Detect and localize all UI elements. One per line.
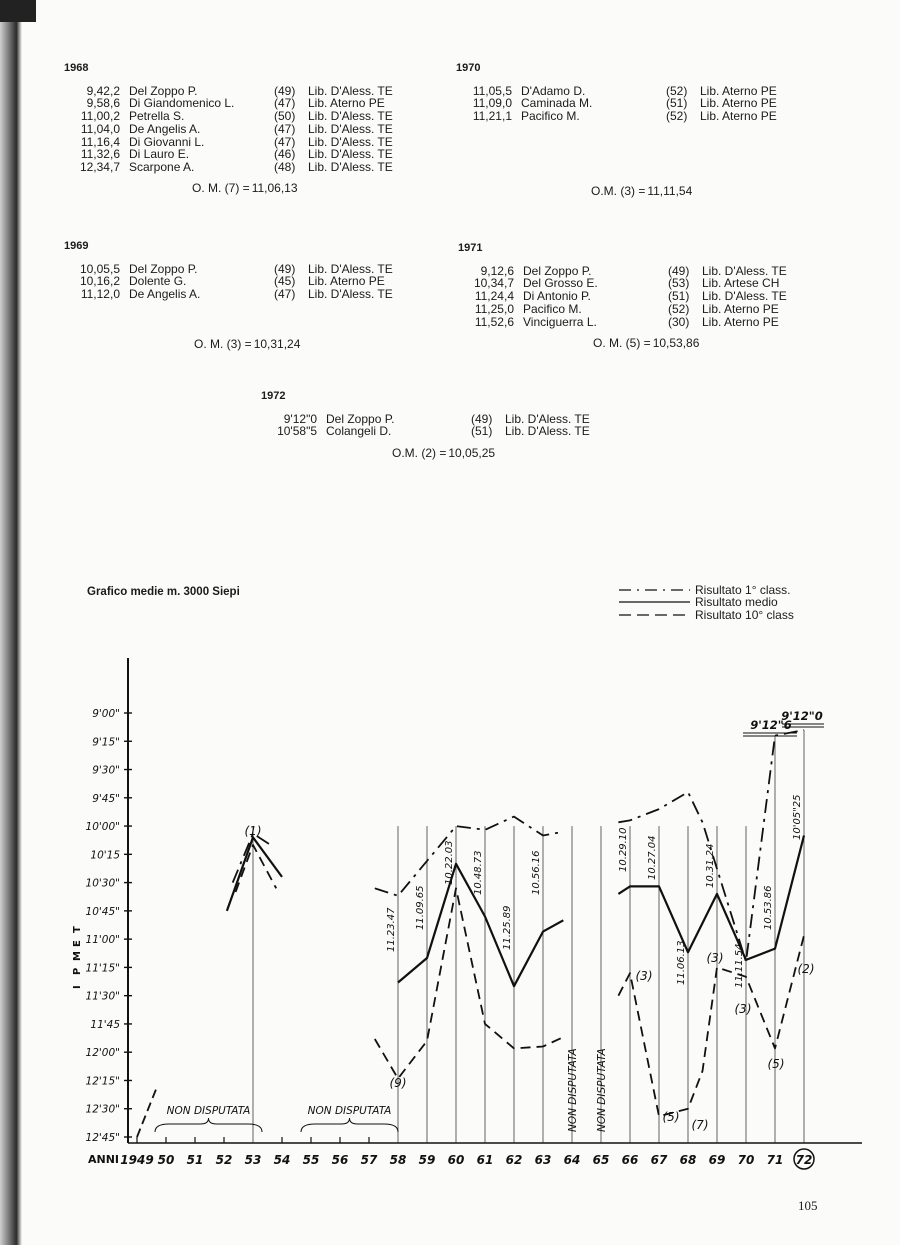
results-block — [456, 62, 777, 123]
y-tick-label: 9'30" — [92, 764, 120, 777]
athlete-name: Caminada M. — [521, 96, 593, 111]
mean-value-label: 10.53.86 — [763, 885, 774, 930]
y-tick-label: 12'15" — [85, 1075, 120, 1088]
birth-year: (52) — [666, 109, 688, 124]
page-binding-corner — [0, 0, 36, 22]
y-axis-title-letter: T — [72, 926, 83, 933]
club-name: Lib. D'Aless. TE — [308, 134, 393, 149]
result-time: 9,58,6 — [86, 96, 120, 111]
x-tick-label: 52 — [215, 1153, 233, 1167]
club-name: Lib. D'Aless. TE — [308, 83, 393, 98]
birth-year: (49) — [471, 411, 493, 426]
birth-year: (47) — [274, 96, 296, 111]
athlete-name: Del Zoppo P. — [129, 261, 198, 276]
y-tick-label: 9'45" — [92, 792, 120, 805]
y-tick-label: 10'30" — [85, 877, 120, 890]
athlete-name: Petrella S. — [129, 109, 185, 124]
birth-year: (53) — [668, 276, 690, 291]
y-tick-label: 11'30" — [85, 990, 120, 1003]
chart-legend — [617, 584, 794, 621]
club-name: Lib. D'Aless. TE — [308, 109, 393, 124]
x-tick-label: 71 — [766, 1153, 784, 1167]
y-tick-label: 12'45" — [85, 1132, 120, 1144]
y-axis-title-letter: M — [72, 951, 83, 961]
non-disputata-brace — [301, 1118, 398, 1132]
athlete-name: Del Zoppo P. — [326, 411, 395, 426]
y-tick-label: 11'15" — [85, 962, 120, 975]
legend-item-mean — [617, 596, 794, 608]
result-time: 11,09,0 — [472, 96, 512, 111]
x-tick-label: 65 — [592, 1153, 610, 1167]
y-tick-label: 10'15 — [90, 849, 120, 862]
result-time: 10'58"5 — [277, 424, 317, 439]
x-tick-label: 68 — [679, 1153, 697, 1167]
mean-value-label: 10.31.24 — [705, 843, 716, 888]
mean-value-label: 10.27.04 — [647, 835, 658, 880]
club-name: Lib. D'Aless. TE — [505, 411, 590, 426]
y-tick-label: 11'45 — [90, 1018, 120, 1031]
average-line — [194, 337, 300, 351]
birth-year: (30) — [668, 314, 690, 329]
athlete-name: Del Grosso E. — [523, 276, 598, 291]
result-time: 11,04,0 — [80, 121, 120, 136]
x-tick-label: 55 — [302, 1153, 320, 1167]
club-name: Lib. D'Aless. TE — [308, 121, 393, 136]
athlete-name: De Angelis A. — [129, 121, 201, 136]
club-name: Lib. Aterno PE — [702, 314, 779, 329]
results-row — [64, 110, 393, 123]
mean-value-label: 10.56.16 — [531, 850, 542, 895]
results-row — [458, 290, 787, 303]
legend-label: Risultato medio — [695, 595, 778, 610]
mean-value-label: 10.48.73 — [473, 850, 484, 895]
athlete-name: D'Adamo D. — [521, 83, 586, 98]
athlete-name: Pacifico M. — [521, 109, 580, 124]
x-axis-title: ANNI — [88, 1153, 120, 1166]
birth-year: (49) — [274, 83, 296, 98]
x-tick-label: 1949 — [120, 1153, 154, 1167]
birth-year: (51) — [668, 289, 690, 304]
club-name: Lib. D'Aless. TE — [308, 159, 393, 174]
club-name: Lib. D'Aless. TE — [702, 263, 787, 278]
birth-year: (52) — [666, 83, 688, 98]
average-line — [192, 181, 298, 195]
mean-value-label: 11.09.65 — [415, 885, 426, 930]
mean-value-label: 11.06.13 — [676, 940, 687, 985]
y-tick-label: 10'45" — [85, 905, 120, 918]
average-value: 10,31,24 — [253, 337, 301, 351]
athlete-name: Del Zoppo P. — [523, 263, 592, 278]
average-value: 11,11,54 — [647, 184, 693, 198]
results-row — [261, 425, 590, 438]
result-time: 9,42,2 — [86, 83, 120, 98]
steeplechase-chart — [0, 640, 900, 1180]
result-time: 11,24,4 — [474, 289, 514, 304]
participants-1970: (3) — [734, 1002, 752, 1016]
results-year: 1971 — [458, 242, 483, 254]
participants-1968: (7) — [691, 1118, 709, 1132]
participants-1969: (3) — [706, 951, 724, 965]
result-time: 11,05,5 — [472, 83, 512, 98]
x-tick-label: 57 — [360, 1153, 378, 1167]
mean-value-label: 10.29.10 — [618, 827, 629, 872]
results-row — [458, 316, 787, 329]
x-tick-label: 50 — [157, 1153, 175, 1167]
y-tick-label: 12'30" — [85, 1103, 120, 1116]
result-time: 10,05,5 — [79, 261, 120, 276]
average-label: O. M. (5) = — [593, 336, 651, 350]
average-line — [593, 336, 699, 350]
x-tick-label: 53 — [244, 1153, 262, 1167]
x-tick-label: 72 — [795, 1153, 813, 1167]
results-row — [456, 110, 777, 123]
chart-title: Grafico medie m. 3000 Siepi — [87, 586, 240, 598]
athlete-name: Di Antonio P. — [523, 289, 591, 304]
club-name: Lib. Aterno PE — [700, 83, 777, 98]
result-time: 11,12,0 — [80, 287, 120, 302]
results-row — [64, 123, 393, 136]
x-tick-label: 60 — [447, 1153, 465, 1167]
birth-year: (50) — [274, 109, 296, 124]
mean-value-label: 10'05"25 — [792, 794, 803, 840]
x-tick-label: 62 — [505, 1153, 523, 1167]
y-axis-title-letter: P — [72, 967, 83, 975]
average-value: 11,06,13 — [251, 181, 298, 195]
athlete-name: De Angelis A. — [129, 287, 201, 302]
club-name: Lib. Aterno PE — [308, 96, 385, 111]
average-label: O. M. (7) = — [192, 181, 250, 195]
participants-1953: (1) — [244, 824, 262, 838]
legend-swatch-dashed — [617, 611, 692, 619]
athlete-name: Di Lauro E. — [129, 147, 190, 162]
club-name: Lib. Aterno PE — [308, 274, 385, 289]
results-year: 1970 — [456, 62, 481, 74]
birth-year: (49) — [274, 261, 296, 276]
results-row — [458, 303, 787, 316]
best-time-1972: 9'12"0 — [781, 709, 823, 723]
participants-1958: (9) — [389, 1076, 407, 1090]
average-value: 10,53,86 — [652, 336, 700, 350]
average-line — [591, 184, 692, 198]
page-number: 105 — [798, 1198, 818, 1213]
mean-value-label: 11.25.89 — [502, 905, 513, 950]
results-block — [64, 240, 393, 301]
athlete-name: Del Zoppo P. — [129, 83, 198, 98]
participants-1966: (3) — [635, 969, 653, 983]
series-line-dashed — [375, 888, 564, 1078]
participants-1971: (5) — [767, 1057, 785, 1071]
legend-label: Risultato 10° class — [695, 607, 794, 622]
result-time: 10,34,7 — [473, 276, 514, 291]
club-name: Lib. D'Aless. TE — [505, 424, 590, 439]
athlete-name: Scarpone A. — [129, 159, 195, 174]
x-tick-label: 58 — [389, 1153, 407, 1167]
legend-label: Risultato 1° class. — [695, 583, 791, 597]
birth-year: (51) — [471, 424, 493, 439]
result-time: 12,34,7 — [79, 159, 120, 174]
x-tick-label: 61 — [476, 1153, 494, 1167]
y-tick-label: 10'00" — [85, 821, 120, 834]
average-label: O. M. (3) = — [194, 337, 252, 351]
result-time: 10,16,2 — [79, 274, 120, 289]
average-value: 10,05,25 — [448, 446, 496, 460]
birth-year: (52) — [668, 301, 690, 316]
results-year: 1968 — [64, 62, 89, 74]
x-tick-label: 51 — [186, 1153, 204, 1167]
x-tick-label: 56 — [331, 1153, 349, 1167]
results-year: 1969 — [64, 240, 89, 252]
club-name: Lib. D'Aless. TE — [308, 147, 393, 162]
results-block — [64, 62, 393, 174]
y-tick-label: 9'00" — [92, 708, 120, 720]
participants-1972: (2) — [797, 962, 815, 976]
results-row — [64, 288, 393, 301]
results-year: 1972 — [261, 390, 286, 402]
result-time: 9'12"0 — [283, 411, 317, 426]
x-tick-label: 70 — [737, 1153, 755, 1167]
result-time: 11,21,1 — [472, 109, 512, 124]
legend-item-tenth — [617, 609, 794, 621]
birth-year: (45) — [274, 274, 296, 289]
birth-year: (49) — [668, 263, 690, 278]
y-axis-title-letter: I — [72, 985, 83, 989]
results-row — [64, 161, 393, 174]
non-disputata-label: NON DISPUTATA — [166, 1105, 251, 1117]
average-line — [392, 446, 495, 460]
athlete-name: Di Giovanni L. — [129, 134, 205, 149]
athlete-name: Dolente G. — [129, 274, 187, 289]
x-tick-label: 66 — [621, 1153, 639, 1167]
x-tick-label: 59 — [418, 1153, 436, 1167]
result-time: 11,32,6 — [80, 147, 120, 162]
athlete-name: Colangeli D. — [326, 424, 392, 439]
average-label: O.M. (3) = — [591, 184, 646, 198]
birth-year: (47) — [274, 134, 296, 149]
series-line-dashed-steep — [137, 1086, 157, 1137]
birth-year: (47) — [274, 121, 296, 136]
y-tick-label: 12'00" — [85, 1047, 120, 1060]
best-time-1971: 9'12"6 — [750, 718, 792, 732]
athlete-name: Pacifico M. — [523, 301, 582, 316]
x-tick-label: 54 — [273, 1153, 291, 1167]
club-name: Lib. D'Aless. TE — [308, 287, 393, 302]
result-time: 11,52,6 — [474, 314, 514, 329]
results-block — [261, 390, 590, 438]
mean-value-label: 11.23.47 — [386, 907, 397, 952]
participants-1967: (5) — [662, 1110, 680, 1124]
result-time: 9,12,6 — [480, 263, 514, 278]
x-tick-label: 69 — [708, 1153, 726, 1167]
club-name: Lib. Aterno PE — [702, 301, 779, 316]
non-disputata-65: NON DISPUTATA — [596, 1048, 608, 1132]
y-tick-label: 11'00" — [85, 934, 120, 947]
x-tick-label: 67 — [650, 1153, 668, 1167]
birth-year: (46) — [274, 147, 296, 162]
result-time: 11,00,2 — [80, 109, 120, 124]
average-label: O.M. (2) = — [392, 446, 447, 460]
non-disputata-64: NON DISPUTATA — [567, 1048, 579, 1132]
result-time: 11,25,0 — [474, 301, 514, 316]
club-name: Lib. Aterno PE — [700, 109, 777, 124]
legend-swatch-solid — [617, 598, 692, 606]
club-name: Lib. Artese CH — [702, 276, 780, 291]
y-tick-label: 9'15" — [92, 736, 120, 749]
athlete-name: Di Giandomenico L. — [129, 96, 235, 111]
mean-value-label: 11.11.54 — [734, 943, 745, 988]
athlete-name: Vinciguerra L. — [523, 314, 597, 329]
legend-swatch-dashdot — [617, 586, 692, 594]
results-block — [458, 242, 787, 328]
result-time: 11,16,4 — [80, 134, 120, 149]
birth-year: (48) — [274, 159, 296, 174]
y-axis-title-letter: E — [72, 940, 83, 947]
x-tick-label: 63 — [534, 1153, 552, 1167]
birth-year: (51) — [666, 96, 688, 111]
birth-year: (47) — [274, 287, 296, 302]
club-name: Lib. Aterno PE — [700, 96, 777, 111]
non-disputata-brace — [155, 1118, 262, 1132]
club-name: Lib. D'Aless. TE — [308, 261, 393, 276]
non-disputata-label: NON DISPUTATA — [307, 1105, 392, 1117]
x-tick-label: 64 — [563, 1153, 581, 1167]
club-name: Lib. D'Aless. TE — [702, 289, 787, 304]
mean-value-label: 10.22.03 — [444, 840, 455, 885]
